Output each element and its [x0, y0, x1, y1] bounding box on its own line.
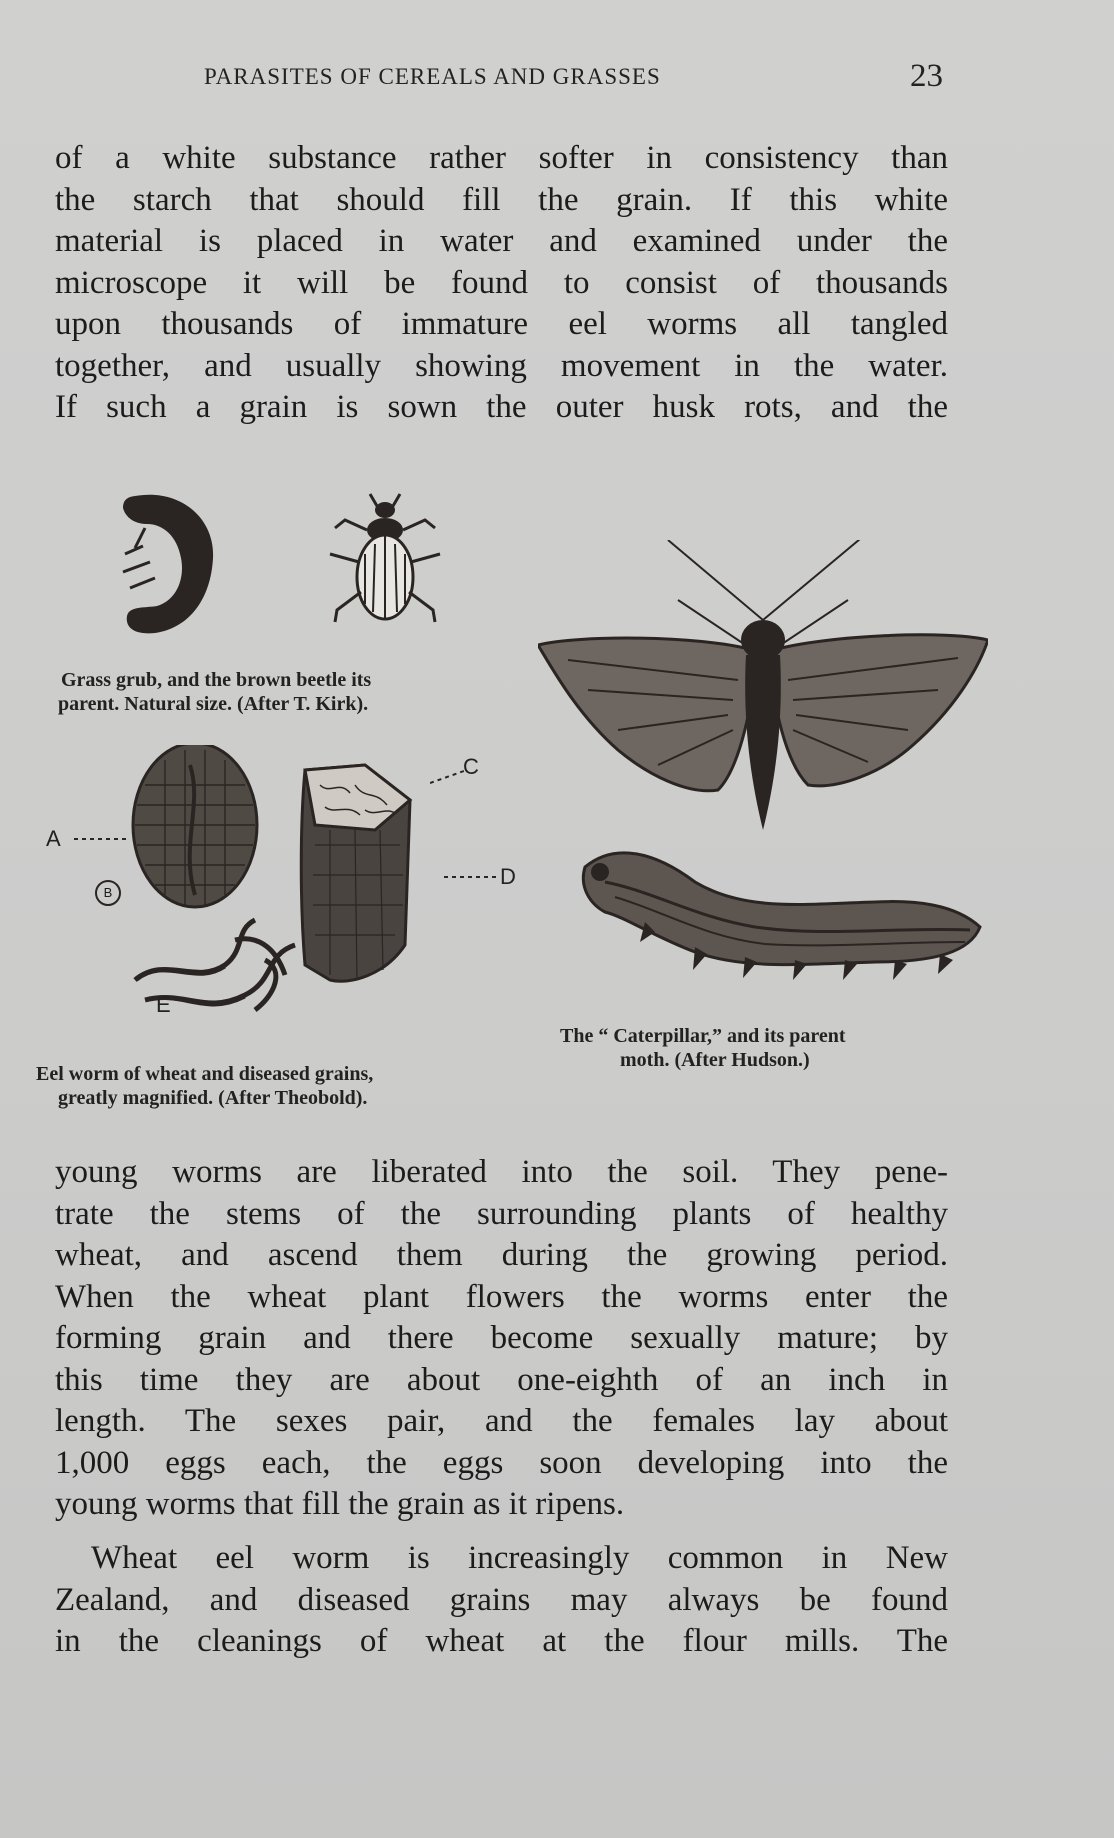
text-line: microscope it will be found to consist of thousands — [55, 264, 948, 301]
label-a: A — [46, 826, 61, 851]
text-line: in the cleanings of wheat at the flour mills. The — [55, 1623, 948, 1659]
caption-line: The “ Caterpillar,” and its parent — [560, 1025, 846, 1047]
caption-line: greatly magnified. (After Theobold). — [58, 1087, 368, 1109]
paragraph-bottom-2 — [55, 1538, 948, 1663]
text-line: If such a grain is sown the outer husk rots, and the — [55, 389, 948, 425]
text-line: material is placed in water and examined under the — [55, 223, 948, 259]
grass-grub-caption — [58, 668, 371, 716]
text-line: Wheat eel worm is increasingly common in New — [91, 1540, 948, 1576]
label-d: D — [500, 864, 516, 889]
eel-worm-caption — [36, 1062, 373, 1110]
caption-line: parent. Natural size. (After T. Kirk). — [58, 693, 369, 715]
text-line: When the wheat plant flowers the worms enter the — [55, 1278, 948, 1315]
text-line: of a white substance rather softer in consistency than — [55, 140, 948, 176]
text-line: forming grain and there become sexually mature; by — [55, 1320, 948, 1356]
brown-beetle-illustration — [315, 492, 455, 642]
moth-caption — [560, 1024, 846, 1072]
text-line: young worms are liberated into the soil. They pene- — [55, 1154, 948, 1190]
paragraph-top — [55, 138, 948, 429]
caption-line: moth. (After Hudson.) — [620, 1049, 810, 1071]
text-line: trate the stems of the surrounding plants of healthy — [55, 1195, 948, 1232]
caption-line: Grass grub, and the brown beetle its — [61, 669, 372, 691]
text-line: length. The sexes pair, and the females lay about — [55, 1403, 948, 1439]
label-e: E — [156, 992, 171, 1017]
caterpillar-illustration — [575, 842, 985, 992]
caption-line: Eel worm of wheat and diseased grains, — [36, 1063, 374, 1085]
leader-line-a — [74, 836, 130, 842]
running-title: PARASITES OF CEREALS AND GRASSES — [204, 64, 661, 89]
moth-illustration — [538, 540, 988, 840]
text-line: young worms that fill the grain as it ripens. — [55, 1486, 625, 1522]
text-line: 1,000 eggs each, the eggs soon developing into the — [55, 1444, 948, 1481]
page-number: 23 — [910, 58, 943, 94]
text-line: the starch that should fill the grain. If this white — [55, 181, 948, 218]
text-line: upon thousands of immature eel worms all tangled — [55, 306, 948, 342]
text-line: wheat, and ascend them during the growing period. — [55, 1237, 948, 1273]
text-line: this time they are about one-eighth of an inch in — [55, 1361, 948, 1398]
paragraph-bottom-1 — [55, 1152, 948, 1526]
leader-line-c — [430, 770, 464, 784]
leader-line-d — [444, 874, 496, 880]
eel-worm-grains-illustration — [125, 745, 455, 1035]
label-b-circle — [95, 880, 121, 906]
text-line: together, and usually showing movement in the water. — [55, 347, 948, 384]
text-line: Zealand, and diseased grains may always be found — [55, 1581, 948, 1618]
label-b: B — [103, 885, 113, 900]
label-c: C — [463, 754, 479, 779]
grass-grub-illustration — [95, 488, 225, 638]
